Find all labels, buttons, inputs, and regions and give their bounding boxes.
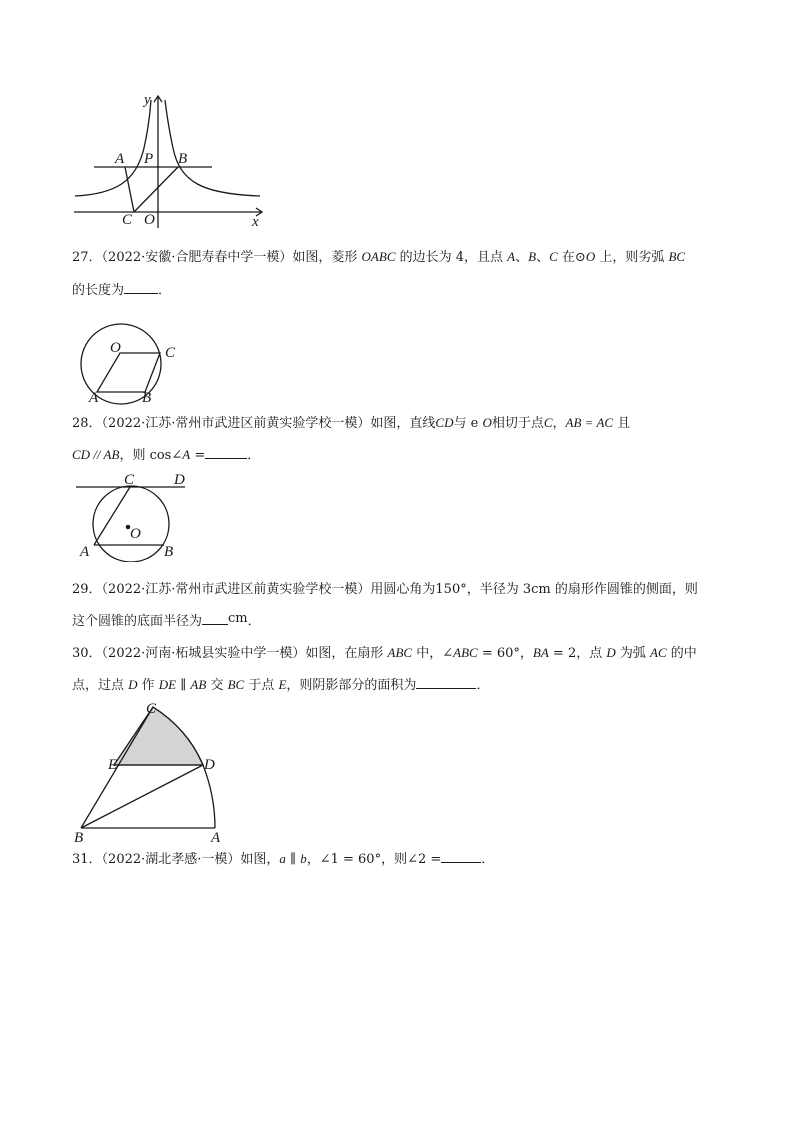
- answer-blank[interactable]: [124, 281, 158, 294]
- q28-number: 28．: [72, 416, 102, 431]
- svg-text:A: A: [89, 390, 99, 406]
- q31-line-1: 31．（2022·湖北孝感·一模）如图，a ∥ b，∠1 = 60°，则∠2 = ．: [72, 851, 495, 867]
- svg-text:C: C: [146, 701, 157, 717]
- q29-number: 29．: [72, 582, 102, 597]
- label-y: y: [144, 92, 151, 108]
- q29-line-1: 29．（2022·江苏·常州市武进区前黄实验学校一模）用圆心角为150°，半径为 3cm 的扇形作圆锥的侧面，则: [72, 582, 698, 597]
- svg-text:A: A: [211, 830, 221, 845]
- svg-text:B: B: [164, 544, 174, 560]
- label-o: O: [144, 212, 155, 228]
- svg-text:O: O: [130, 526, 141, 542]
- label-b: B: [178, 151, 188, 167]
- q29-source: （2022·江苏·常州市武进区前黄实验学校一模）: [101, 582, 371, 597]
- sector-figure: [70, 697, 230, 845]
- circle-o: [93, 486, 169, 562]
- svg-text:A: A: [80, 544, 90, 560]
- chord-ac: [94, 487, 130, 545]
- shaded-region: [114, 707, 203, 765]
- hyperbola-figure: [70, 90, 270, 230]
- q29-line-2: 这个圆锥的底面半径为 cm．: [72, 611, 261, 629]
- svg-text:E: E: [108, 757, 118, 773]
- q27-line-1: 27．（2022·安徽·合肥寿春中学一模）如图，菱形 OABC 的边长为 4，且点 A、B、C 在⊙O 上，则劣弧 BC: [72, 249, 686, 265]
- svg-text:B: B: [74, 830, 84, 845]
- label-x: x: [252, 214, 259, 230]
- svg-text:B: B: [142, 390, 152, 406]
- q31-source: （2022·湖北孝感·一模）: [101, 852, 241, 867]
- q30-number: 30．: [72, 646, 102, 661]
- q31-number: 31．: [72, 852, 102, 867]
- rhombus-oabc: [97, 353, 160, 392]
- tangent-circle-figure: [70, 470, 200, 562]
- svg-text:D: D: [174, 472, 185, 488]
- q30-line-1: 30．（2022·河南·柘城县实验中学一模）如图，在扇形 ABC 中，∠ABC = 60°，BA = 2，点 D 为弧 AC 的中: [72, 645, 697, 661]
- q27-source: （2022·安徽·合肥寿春中学一模）: [101, 250, 293, 265]
- answer-blank[interactable]: [205, 446, 247, 459]
- hyperbola-left-branch: [75, 100, 154, 196]
- rhombus-circle-figure: [70, 322, 200, 406]
- q27-line-2: 的长度为 ．: [72, 283, 172, 298]
- svg-text:C: C: [124, 472, 135, 488]
- q30-line-2: 点，过点 D 作 DE ∥ AB 交 BC 于点 E，则阴影部分的面积为 ．: [72, 677, 490, 693]
- svg-text:C: C: [165, 345, 176, 361]
- svg-text:D: D: [204, 757, 215, 773]
- q27-number: 27．: [72, 250, 102, 265]
- answer-blank[interactable]: [416, 676, 476, 689]
- answer-blank[interactable]: [202, 612, 228, 625]
- q28-source: （2022·江苏·常州市武进区前黄实验学校一模）: [101, 416, 371, 431]
- svg-text:O: O: [110, 340, 121, 356]
- hyperbola-right-branch: [165, 100, 260, 196]
- label-c: C: [122, 212, 133, 228]
- label-p: P: [144, 151, 154, 167]
- q28-line-1: 28．（2022·江苏·常州市武进区前黄实验学校一模）如图，直线CD与 e O相切于点C，AB = AC 且: [72, 415, 631, 431]
- q30-source: （2022·河南·柘城县实验中学一模）: [101, 646, 306, 661]
- q28-line-2: CD // AB，则 cos∠A = ．: [72, 447, 261, 463]
- label-a: A: [115, 151, 125, 167]
- answer-blank[interactable]: [441, 850, 481, 863]
- segment-cb: [134, 167, 178, 212]
